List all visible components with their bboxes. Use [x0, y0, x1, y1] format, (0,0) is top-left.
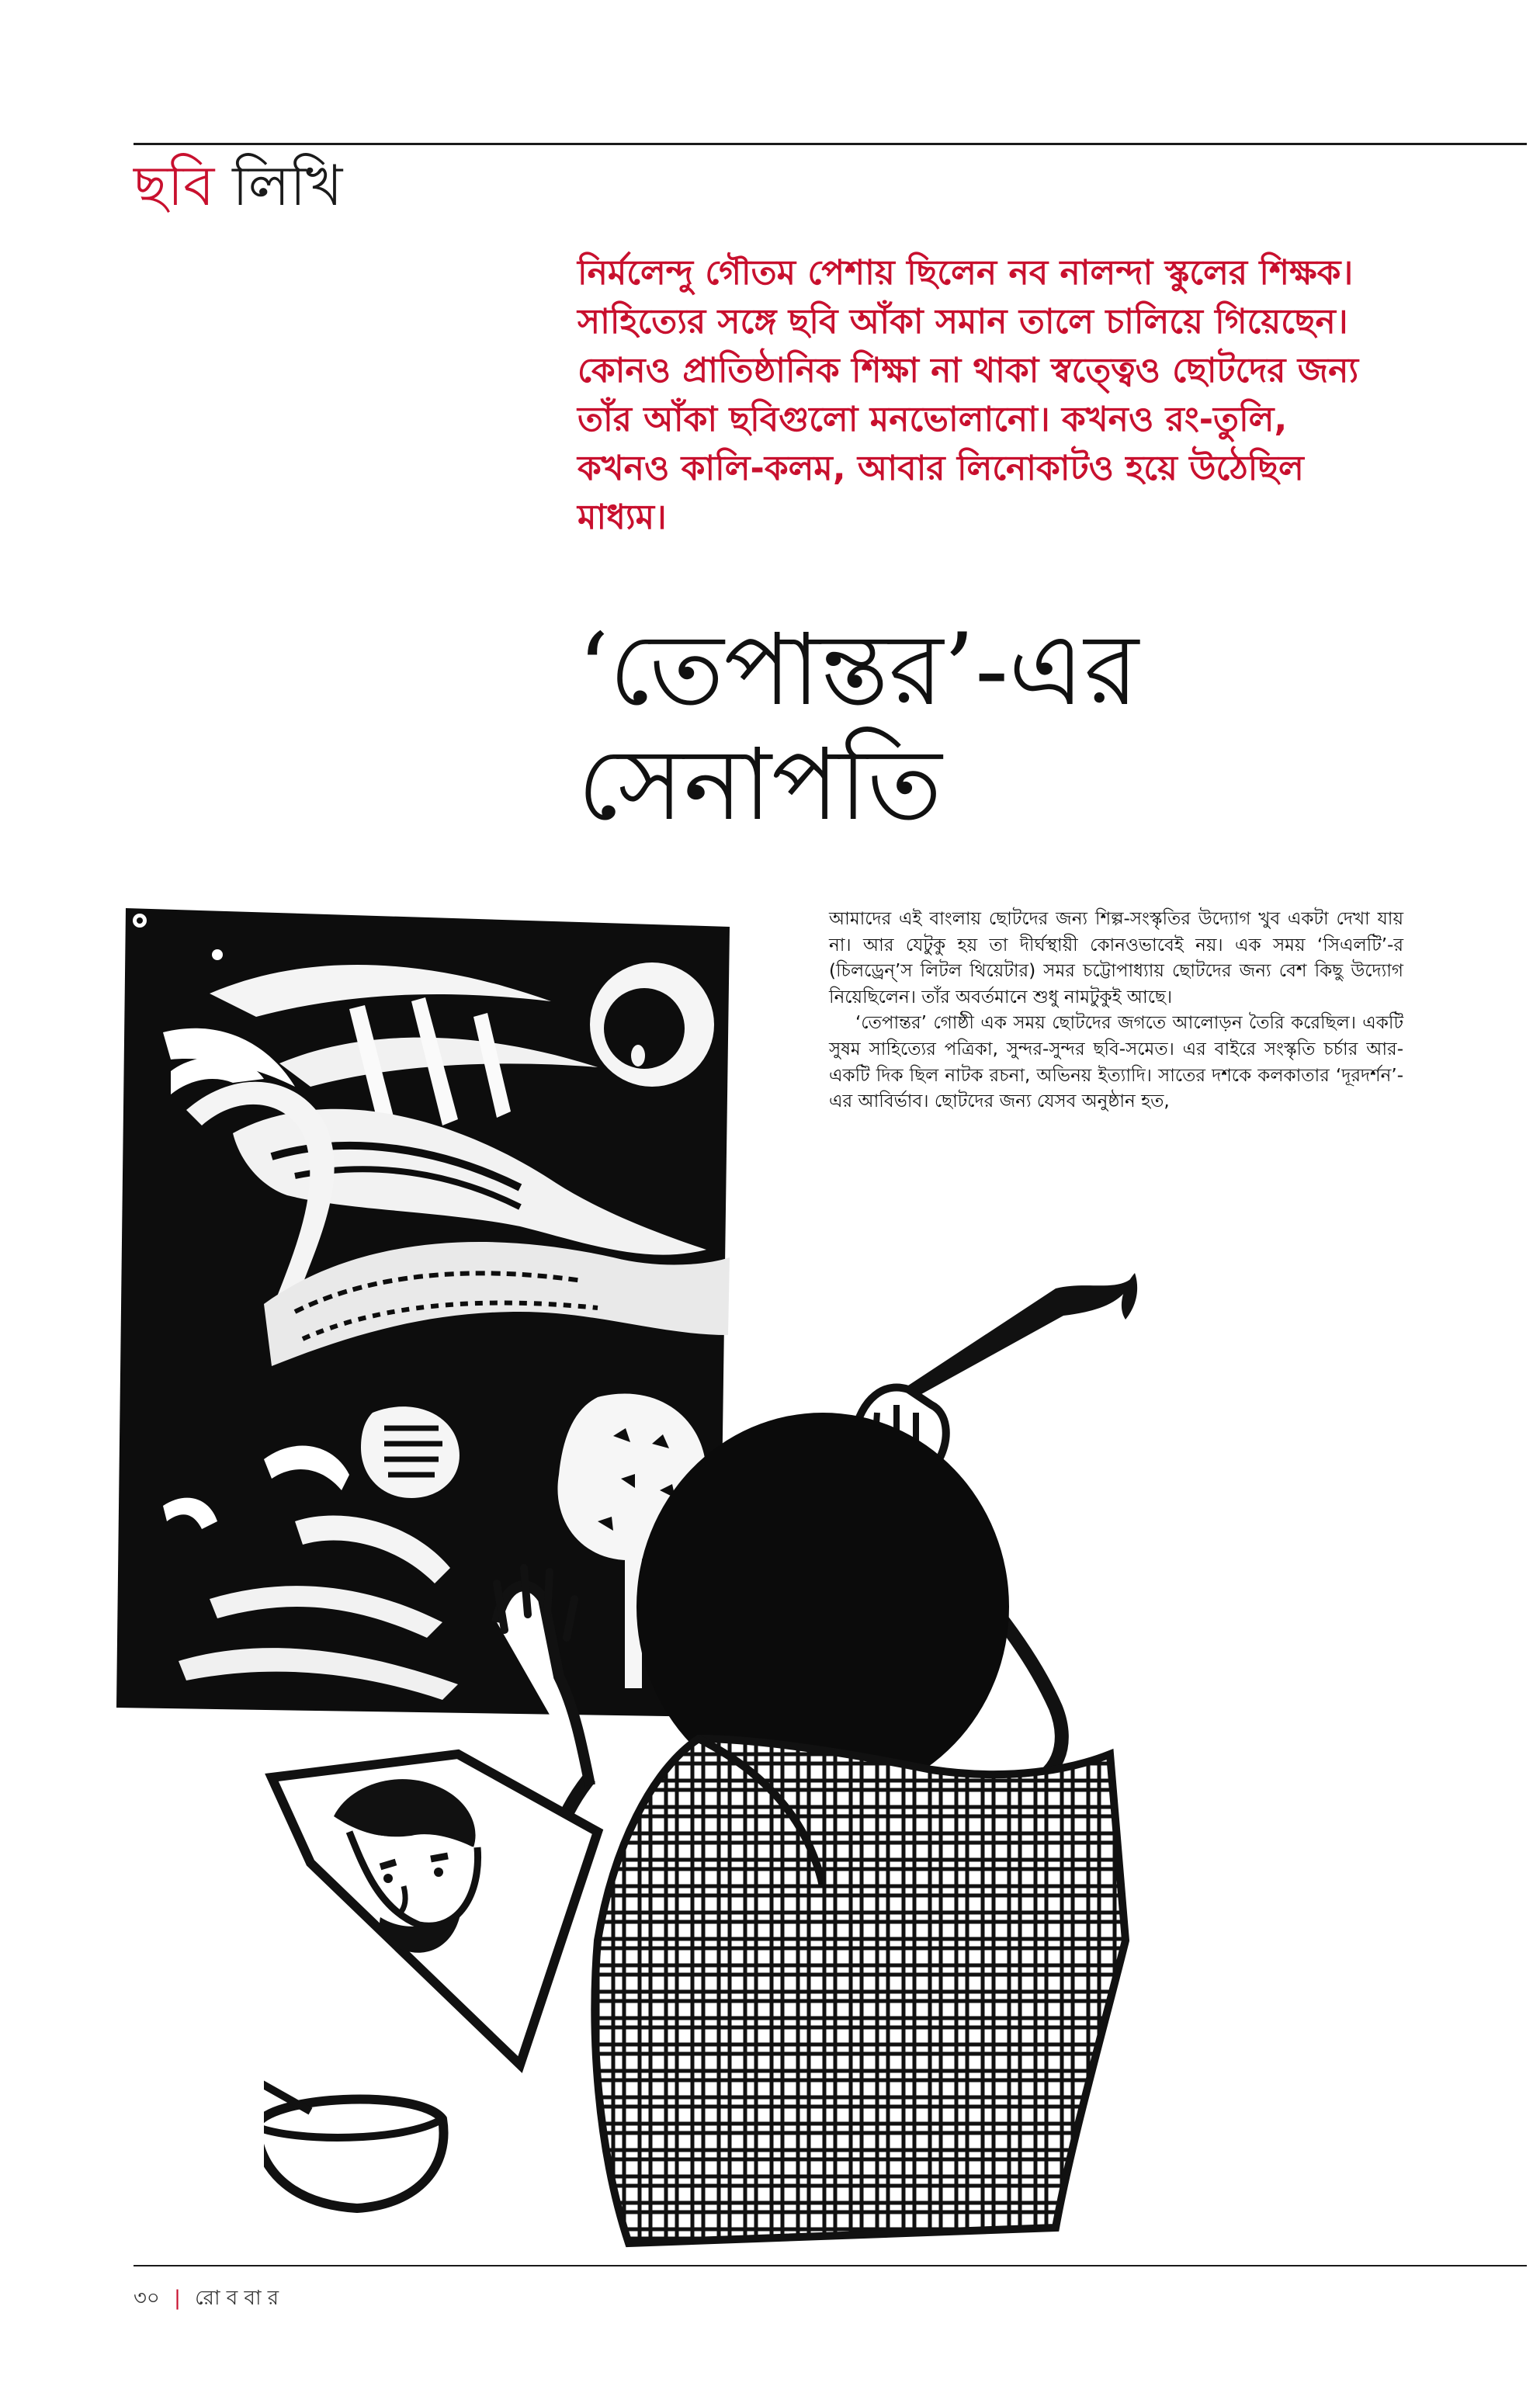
- boy-painting-illustration: [264, 1273, 1444, 2259]
- headline-line-1: ‘তেপান্তর’-এর: [578, 612, 1139, 728]
- section-label-rest: লিখি: [232, 153, 343, 218]
- footer-separator: |: [174, 2287, 181, 2310]
- headline-line-2: সেনাপতি: [578, 727, 942, 843]
- intro-paragraph: নির্মলেন্দু গৌতম পেশায় ছিলেন নব নালন্দা স্কুলের শিক্ষক। সাহিত্যের সঙ্গে ছবি আঁকা সমান তালে চালিয়ে গিয়েছেন। কোনও প্রাতিষ্ঠানিক শিক্ষা না থাকা স্বত্ত্বেও ছোটদের জন্য তাঁর আঁকা ছবিগুলো মনভোলানো। কখনও রং-তুলি, কখনও কালি-কলম, আবার লিনোকাটও হয়ে উঠেছিল মাধ্যম।: [578, 253, 1359, 537]
- bottom-rule: [134, 2265, 1527, 2266]
- page-footer: [134, 2282, 279, 2316]
- section-label-accent: ছবি: [134, 153, 215, 218]
- publication-name: রো ব বা র: [195, 2287, 279, 2310]
- page-number: ৩০: [134, 2287, 160, 2310]
- top-rule: [134, 143, 1527, 145]
- section-label: [134, 152, 342, 219]
- body-paragraph-2: ‘তেপান্তর’ গোষ্ঠী এক সময় ছোটদের জগতে আলোড়ন তৈরি করেছিল। একটি সুষম সাহিত্যের পত্রিকা, সুন্দর-সুন্দর ছবি-সমেত। এর বাইরে সংস্কৃতি চর্চার আর-একটি দিক ছিল নাটক রচনা, অভিনয় ইত্যাদি। সাতের দশকে কলকাতার ‘দূরদর্শন’-এর আবির্ভাব। ছোটদের জন্য যেসব অনুষ্ঠান হত,: [829, 1013, 1403, 1112]
- body-text: [829, 907, 1403, 1115]
- body-paragraph-1: আমাদের এই বাংলায় ছোটদের জন্য শিল্প-সংস্কৃতির উদ্যোগ খুব একটা দেখা যায় না। আর যেটুকু হয় তা দীর্ঘস্থায়ী কোনওভাবেই নয়। এক সময় ‘সিএলটি’-র (চিলড্রেন্’স লিটল থিয়েটার) সমর চট্টোপাধ্যায় ছোটদের জন্য বেশ কিছু উদ্যোগ নিয়েছিলেন। তাঁর অবর্তমানে শুধু নামটুকুই আছে।: [829, 909, 1403, 1007]
- headline: [578, 613, 1470, 843]
